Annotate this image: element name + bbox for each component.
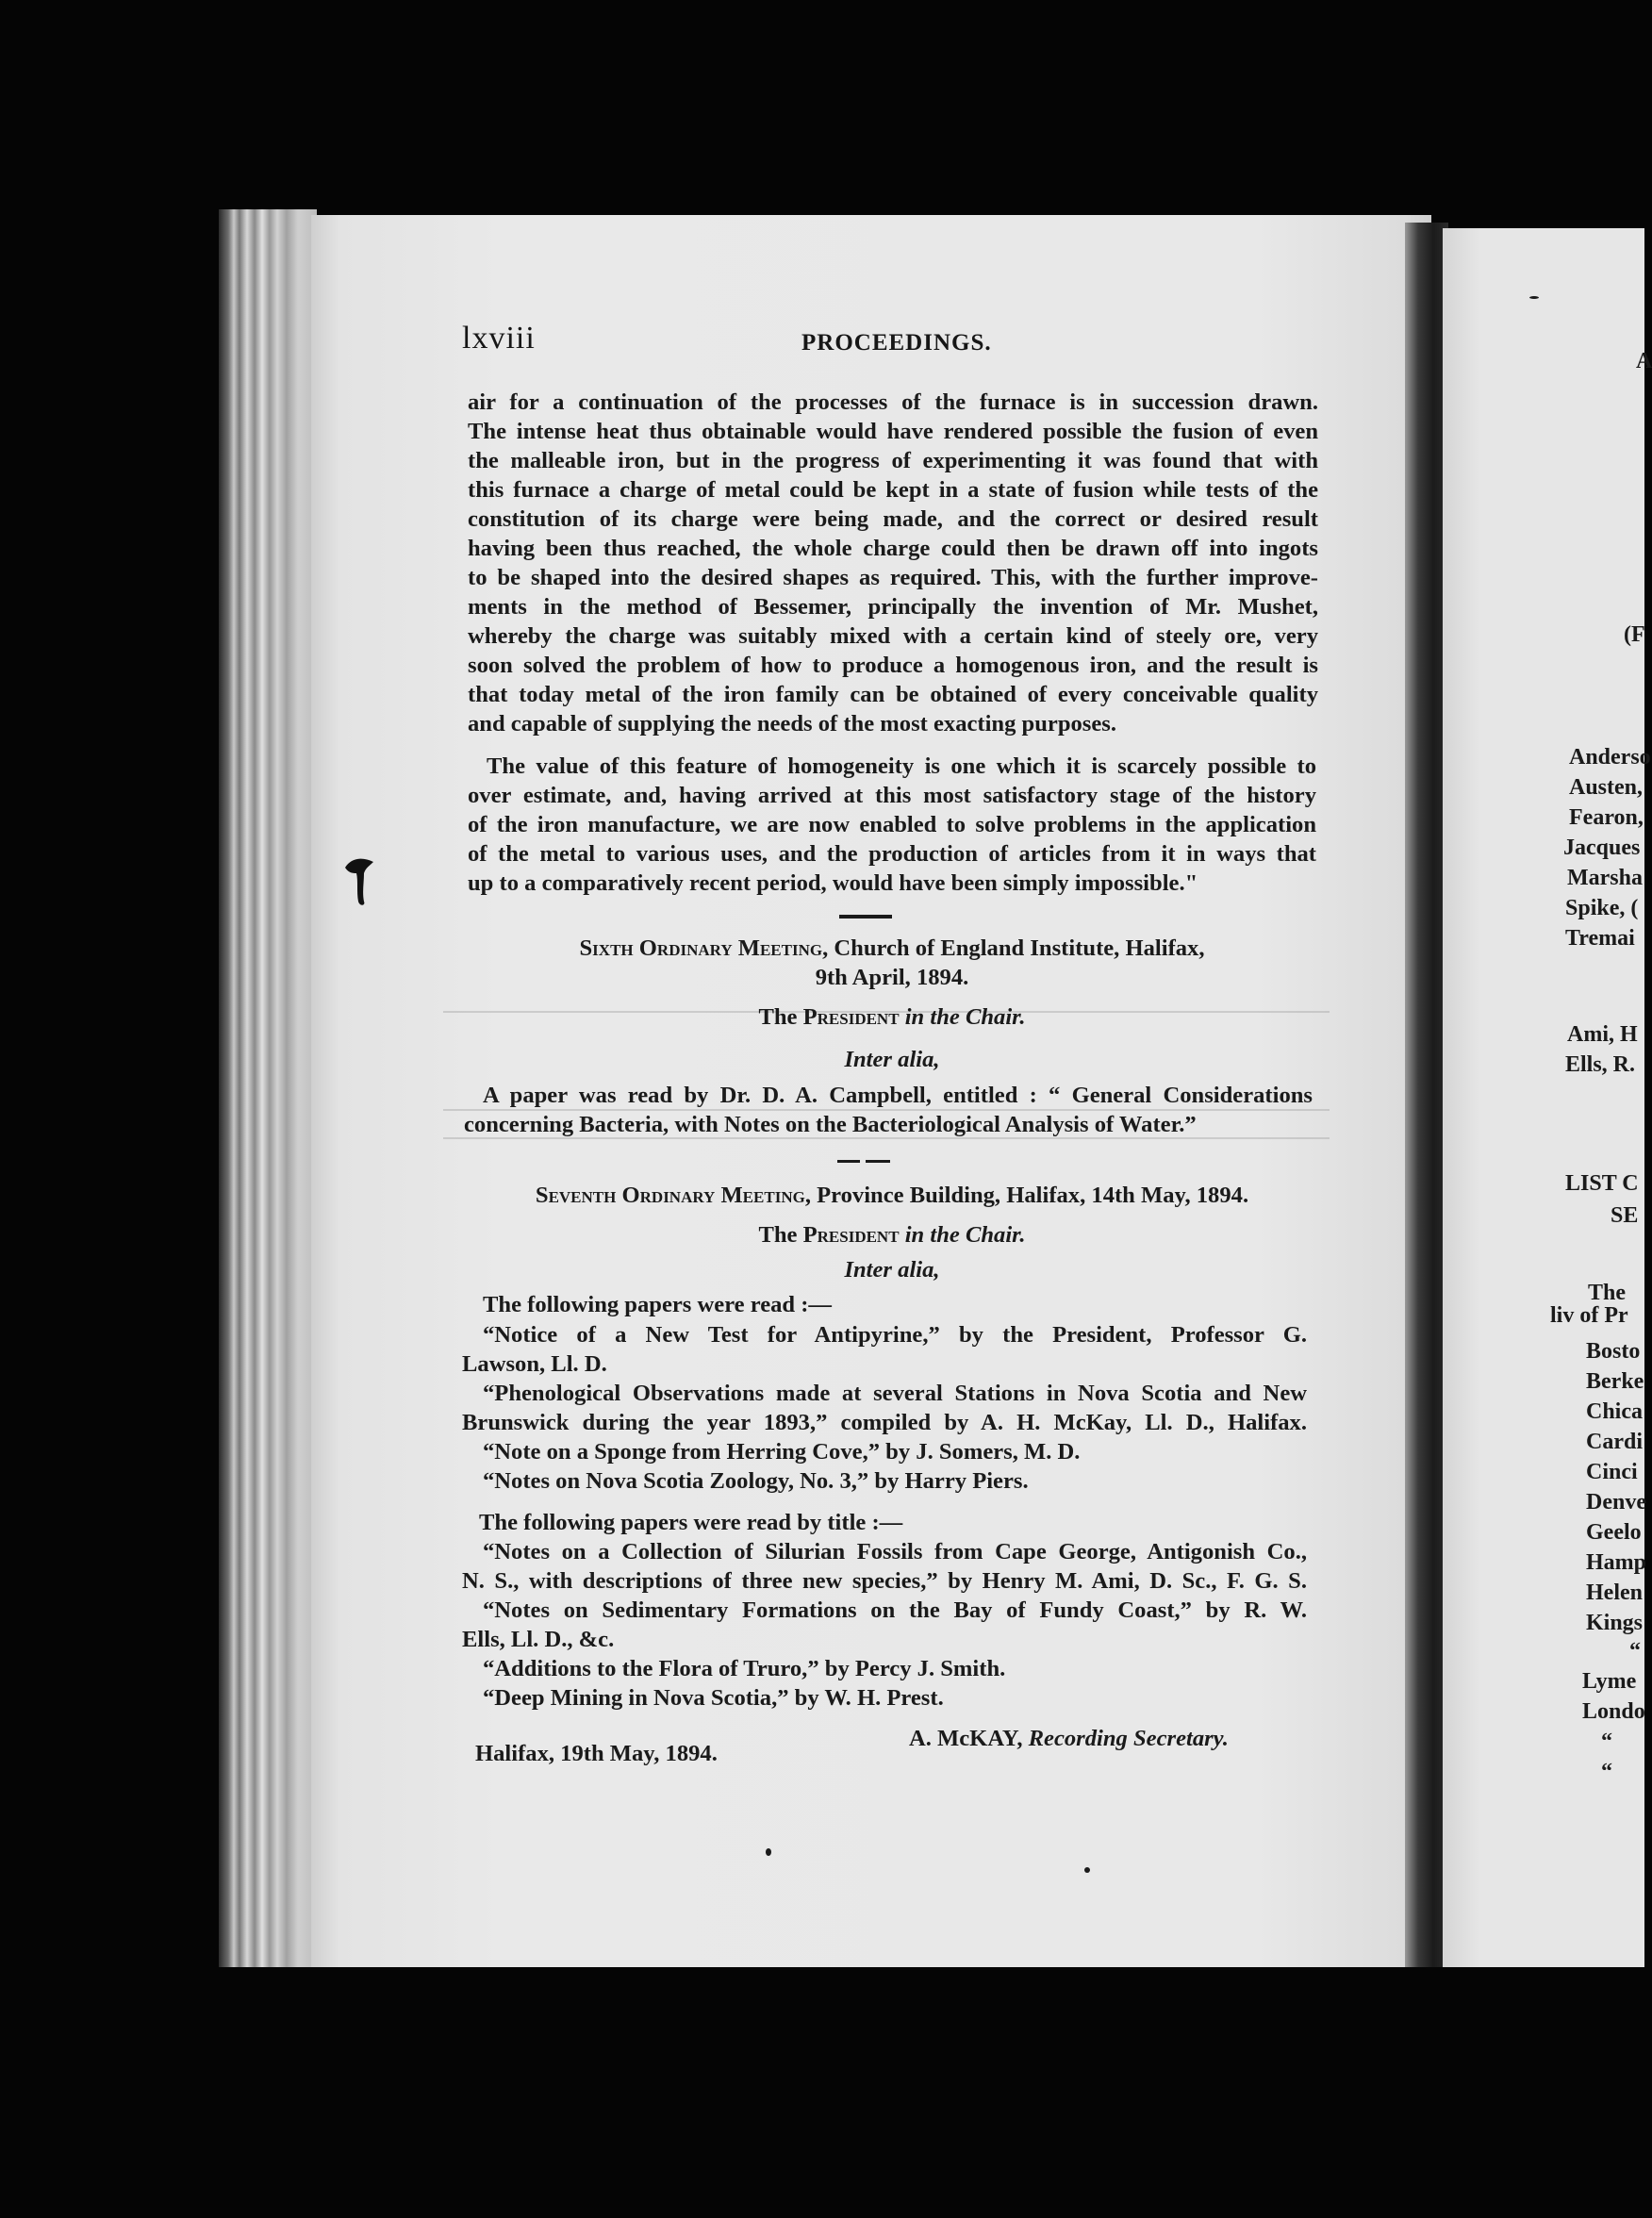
page-number: lxviii xyxy=(462,321,536,356)
right-fragment: LIST C xyxy=(1565,1171,1639,1196)
paper-entry: “Note on a Sponge from Herring Cove,” by J. Somers, M. D. xyxy=(483,1439,1081,1465)
chair-prefix: The xyxy=(758,1222,803,1248)
section-rule xyxy=(837,1160,860,1163)
meeting-name: Seventh Ordinary Meeting, xyxy=(535,1183,811,1208)
text-line: The intense heat thus obtainable would have rendered possible the fusion of even xyxy=(468,419,1318,444)
text-line: of the iron manufacture, we are now enabled to solve problems in the application xyxy=(468,812,1316,837)
right-fragment: Chica xyxy=(1586,1399,1643,1424)
seventh-meeting-heading xyxy=(468,1181,1316,1210)
paper-entry: N. S., with descriptions of three new species,” by Henry M. Ami, D. Sc., F. G. S. xyxy=(462,1568,1307,1594)
text-line: over estimate, and, having arrived at this most satisfactory stage of the history xyxy=(468,783,1316,808)
secretary-name: A. McKAY, xyxy=(909,1726,1023,1751)
right-fragment: “ xyxy=(1629,1639,1641,1664)
right-fragment: Jacques xyxy=(1563,836,1641,860)
right-fragment: The xyxy=(1588,1281,1627,1305)
papers-title-list xyxy=(462,1537,1307,1713)
chair-title: President xyxy=(802,1222,900,1248)
paper-entry: “Notice of a New Test for Antipyrine,” by the President, Professor G. xyxy=(483,1322,1307,1348)
running-title: PROCEEDINGS. xyxy=(801,330,992,356)
paper-entry: “Notes on Sedimentary Formations on the Bay of Fundy Coast,” by R. W. xyxy=(483,1597,1307,1623)
right-fragment: Fearon, xyxy=(1569,805,1644,830)
right-fragment: Spike, ( xyxy=(1565,896,1639,920)
papers-read-intro: The following papers were read :— xyxy=(483,1292,833,1317)
meeting-place: Province Building, Halifax, 14th May, 1894. xyxy=(810,1183,1249,1208)
sixth-meeting-chair xyxy=(468,1002,1316,1032)
right-fragment: Londo xyxy=(1582,1699,1645,1724)
chair-suffix: in the Chair. xyxy=(899,1222,1026,1248)
section-rule xyxy=(839,915,892,919)
right-fragment: Marsha xyxy=(1567,866,1643,890)
text-line: The value of this feature of homogeneity is one which it is scarcely possible to xyxy=(487,753,1316,779)
text-line: to be shaped into the desired shapes as required. This, with the further improve- xyxy=(468,565,1318,590)
right-fragment: SE xyxy=(1611,1203,1639,1228)
text-line: ments in the method of Bessemer, principally the invention of Mr. Mushet, xyxy=(468,594,1318,620)
meeting-place: Church of England Institute, Halifax, xyxy=(828,935,1205,961)
text-line: the malleable iron, but in the progress of experimenting it was found that with xyxy=(468,448,1318,473)
right-fragment: Helen xyxy=(1586,1581,1643,1605)
right-fragment: Denve xyxy=(1586,1490,1646,1515)
chair-suffix: in the Chair. xyxy=(899,1004,1026,1030)
text-line: soon solved the problem of how to produce a homogenous iron, and the result is xyxy=(468,653,1318,678)
seventh-inter-alia: Inter alia, xyxy=(844,1257,940,1283)
sixth-meeting-date: 9th April, 1894. xyxy=(815,965,969,990)
right-fragment: Austen, xyxy=(1569,775,1644,800)
text-line: air for a continuation of the processes of the furnace is in succession drawn. xyxy=(468,389,1318,415)
right-fragment: Lyme xyxy=(1582,1669,1637,1694)
papers-title-intro: The following papers were read by title :— xyxy=(479,1510,903,1535)
right-fragment: “ xyxy=(1601,1730,1612,1754)
paragraph-furnace xyxy=(468,388,1318,738)
book-page-edges xyxy=(219,209,317,1967)
right-fragment: Geelo xyxy=(1586,1520,1642,1545)
paper-entry: Brunswick during the year 1893,” compiled by A. H. McKay, Ll. D., Halifax. xyxy=(462,1410,1307,1435)
text-line: having been thus reached, the whole charge could then be drawn off into ingots xyxy=(468,536,1318,561)
right-fragment: Ami, H xyxy=(1567,1022,1638,1047)
right-fragment: Berke xyxy=(1586,1369,1644,1394)
right-fragment: liv of Pr xyxy=(1550,1303,1628,1328)
text-line: up to a comparatively recent period, would have been simply impossible." xyxy=(468,870,1198,896)
signature xyxy=(909,1724,1229,1753)
right-fragment: Kings xyxy=(1586,1611,1644,1635)
paper-entry: “Deep Mining in Nova Scotia,” by W. H. Prest. xyxy=(483,1685,944,1711)
paper-entry: “Additions to the Flora of Truro,” by Percy J. Smith. xyxy=(483,1656,1006,1681)
sixth-meeting-paper xyxy=(464,1081,1313,1139)
paper-entry: “Notes on a Collection of Silurian Fossils from Cape George, Antigonish Co., xyxy=(483,1539,1307,1564)
right-page-text xyxy=(1443,228,1652,1967)
right-fragment: Hamp xyxy=(1586,1550,1647,1575)
sixth-meeting-heading xyxy=(468,934,1316,963)
seventh-meeting-chair xyxy=(468,1220,1316,1250)
secretary-role: Recording Secretary. xyxy=(1022,1726,1229,1751)
dust-speck xyxy=(1084,1867,1090,1873)
place-date: Halifax, 19th May, 1894. xyxy=(475,1741,718,1766)
text-line: this furnace a charge of metal could be kept in a state of fusion while tests of the xyxy=(468,477,1318,503)
text-line: that today metal of the iron family can be obtained of every conceivable quality xyxy=(468,682,1318,707)
right-fragment: Ells, R. xyxy=(1565,1052,1636,1077)
right-fragment: Tremai xyxy=(1565,926,1635,951)
right-fragment: A xyxy=(1636,349,1652,373)
text-line: whereby the charge was suitably mixed with a certain kind of steely ore, very xyxy=(468,623,1318,649)
text-line: constitution of its charge were being made, and the correct or desired result xyxy=(468,506,1318,532)
paper-entry: Lawson, Ll. D. xyxy=(462,1351,607,1377)
right-fragment: Cardi xyxy=(1586,1430,1643,1454)
text-line: and capable of supplying the needs of the most exacting purposes. xyxy=(468,711,1117,737)
paragraph-homogeneity xyxy=(468,752,1316,898)
paper-entry: Ells, Ll. D., &c. xyxy=(462,1627,615,1652)
paper-entry: “Phenological Observations made at several Stations in Nova Scotia and New xyxy=(483,1381,1307,1406)
text-line: A paper was read by Dr. D. A. Campbell, entitled : “ General Considerations xyxy=(483,1083,1313,1108)
dust-speck xyxy=(766,1848,771,1856)
text-line: of the metal to various uses, and the production of articles from it in ways that xyxy=(468,841,1316,867)
right-fragment: “ xyxy=(1601,1760,1612,1784)
papers-read-list xyxy=(462,1320,1307,1496)
ink-blot-icon xyxy=(341,854,383,909)
right-fragment: Cinci xyxy=(1586,1460,1638,1484)
right-fragment: Bosto xyxy=(1586,1339,1641,1364)
sixth-inter-alia: Inter alia, xyxy=(844,1047,940,1072)
paper-entry: “Notes on Nova Scotia Zoology, No. 3,” by Harry Piers. xyxy=(483,1468,1029,1494)
chair-prefix: The xyxy=(758,1004,803,1030)
meeting-name: Sixth Ordinary Meeting, xyxy=(579,935,829,961)
right-fragment: Anderso xyxy=(1569,745,1651,770)
text-line: concerning Bacteria, with Notes on the Bacteriological Analysis of Water.” xyxy=(464,1112,1197,1137)
right-fragment: (F xyxy=(1624,622,1645,647)
section-rule xyxy=(866,1160,890,1163)
chair-title: President xyxy=(802,1004,900,1030)
